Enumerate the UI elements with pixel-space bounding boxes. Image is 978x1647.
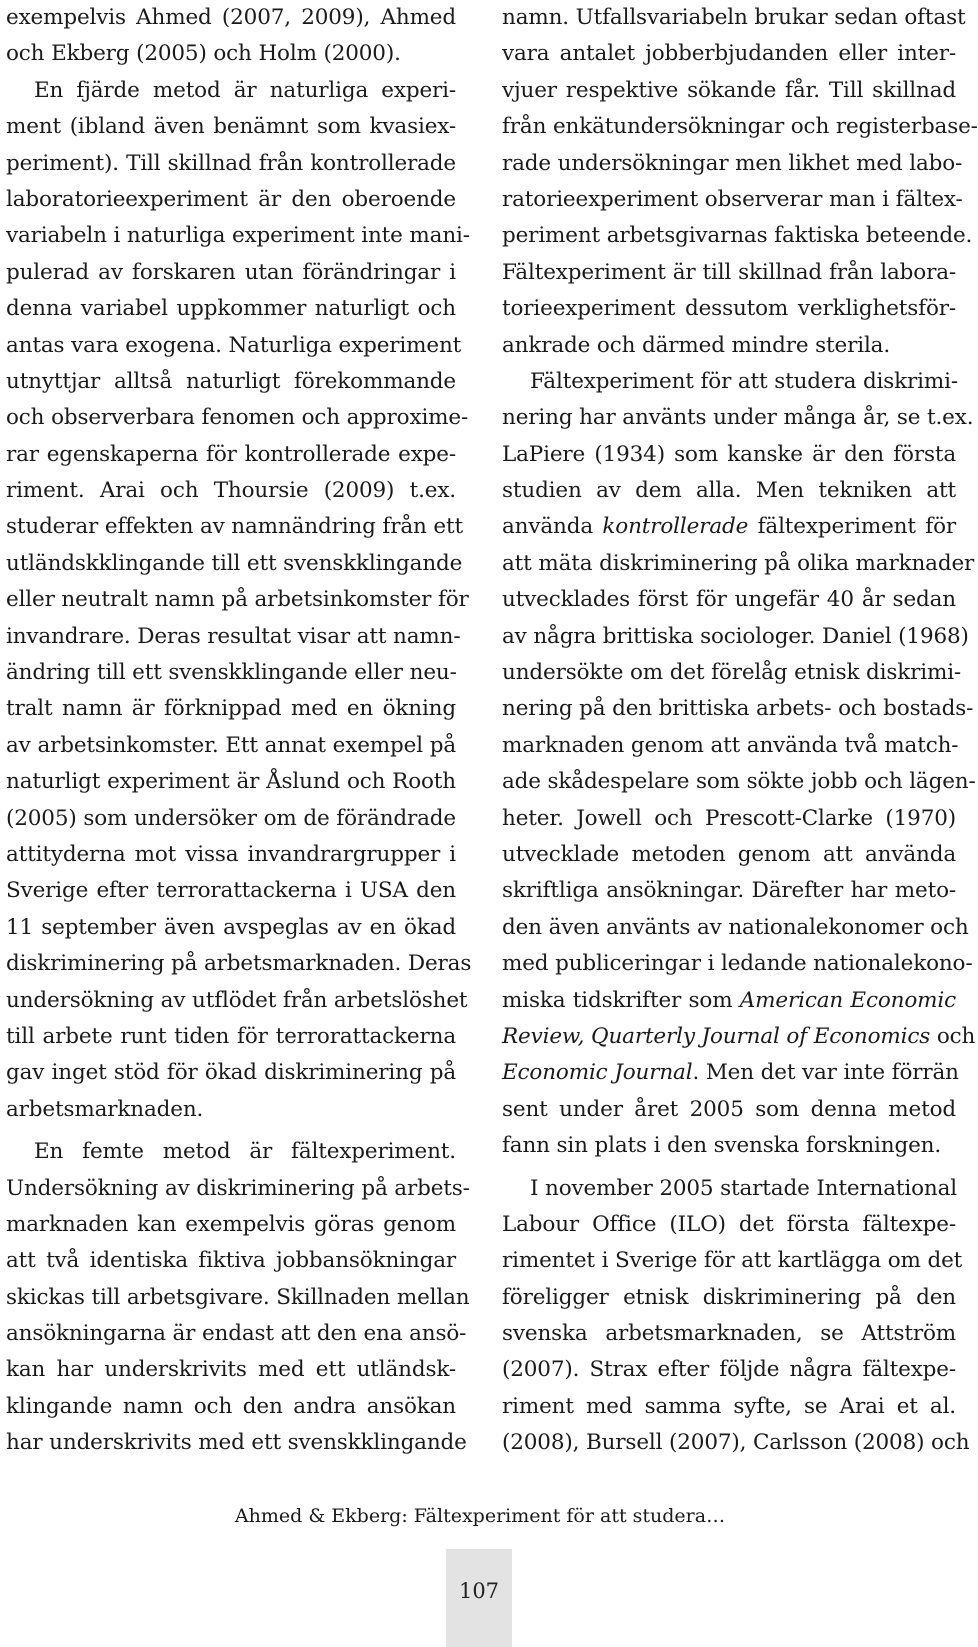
left-column-line: av arbetsinkomster. Ett annat exempel på bbox=[6, 732, 456, 758]
left-column-line: utländskklingande till ett svenskklingande bbox=[6, 550, 463, 576]
right-column-line: LaPiere (1934) som kanske är den första bbox=[502, 441, 956, 467]
right-column-line: heter. Jowell och Prescott-Clarke (1970) bbox=[502, 805, 956, 831]
italic-term: American Economic bbox=[739, 987, 956, 1013]
right-column-line: sent under året 2005 som denna metod bbox=[502, 1096, 956, 1122]
left-column-line: eller neutralt namn på arbetsinkomster för bbox=[6, 587, 469, 613]
running-footer: Ahmed & Ekberg: Fältexperiment för att studera… bbox=[234, 1505, 726, 1527]
right-column-line: torieexperiment dessutom verklighetsför- bbox=[502, 296, 956, 322]
left-column-line: har underskrivits med ett svenskklingande bbox=[6, 1430, 467, 1456]
right-column-line: nering har använts under många år, se t.ex. bbox=[502, 405, 974, 431]
right-column-line: skriftliga ansökningar. Därefter har meto- bbox=[502, 878, 956, 904]
right-column-line: ratorieexperiment observerar man i fältex- bbox=[502, 186, 963, 212]
right-column-line: fann sin plats i den svenska forskningen. bbox=[502, 1133, 942, 1159]
left-text-column bbox=[6, 0, 472, 1462]
left-column-line: till arbete runt tiden för terrorattackerna bbox=[6, 1023, 456, 1049]
right-column-line: marknaden genom att använda två match- bbox=[502, 732, 959, 758]
left-column-line: En fjärde metod är naturliga experi- bbox=[34, 77, 456, 103]
right-column-line: undersökte om det förelåg etnisk diskrimi- bbox=[502, 660, 962, 686]
right-column-line: Fältexperiment för att studera diskrimi- bbox=[530, 368, 958, 394]
left-column-line: diskriminering på arbetsmarknaden. Deras bbox=[6, 951, 472, 977]
italic-term: Economic Journal bbox=[502, 1060, 693, 1086]
right-column-line: namn. Utfallsvariabeln brukar sedan oftast bbox=[502, 5, 966, 30]
right-column-line: den även använts av nationalekonomer och bbox=[502, 914, 969, 940]
right-column-line: Labour Office (ILO) det första fältexpe- bbox=[502, 1211, 956, 1237]
right-column-line: rimentet i Sverige för att kartlägga om det bbox=[502, 1248, 963, 1274]
left-column-line: att två identiska fiktiva jobbansökningar bbox=[6, 1248, 456, 1274]
right-column-line: studien av dem alla. Men tekniken att bbox=[502, 478, 956, 504]
left-column-line: riment. Arai och Thoursie (2009) t.ex. bbox=[6, 478, 456, 504]
left-column-line: ment (ibland även benämnt som kvasiex- bbox=[6, 114, 456, 140]
right-column-line: (2007). Strax efter följde några fältexpe- bbox=[502, 1357, 956, 1383]
left-column-line: arbetsmarknaden. bbox=[6, 1096, 204, 1122]
right-column-line: från enkätundersökningar och registerbase- bbox=[502, 114, 978, 140]
italic-term: kontrollerade bbox=[602, 514, 749, 540]
left-column-line: periment). Till skillnad från kontrollerade bbox=[6, 150, 456, 176]
left-column-line: invandrare. Deras resultat visar att namn- bbox=[6, 623, 461, 649]
right-column-line: Economic Journal. Men det var inte förrän bbox=[502, 1060, 959, 1086]
left-column-line: exempelvis Ahmed (2007, 2009), Ahmed bbox=[6, 5, 456, 30]
right-column-line: (2008), Bursell (2007), Carlsson (2008) och bbox=[502, 1430, 970, 1456]
left-column-line: gav inget stöd för ökad diskriminering på bbox=[6, 1060, 456, 1086]
left-column-line: (2005) som undersöker om de förändrade bbox=[6, 805, 456, 831]
right-column-line: I november 2005 startade International bbox=[530, 1175, 958, 1201]
right-column-line: utvecklade metoden genom att använda bbox=[502, 841, 956, 867]
right-column-line: utvecklades först för ungefär 40 år sedan bbox=[502, 587, 956, 613]
left-column-line: naturligt experiment är Åslund och Rooth bbox=[6, 769, 456, 795]
left-column-line: och observerbara fenomen och approxime- bbox=[6, 405, 469, 431]
left-column-line: utnyttjar alltså naturligt förekommande bbox=[6, 368, 456, 394]
right-column-line: ankrade och därmed mindre sterila. bbox=[502, 332, 891, 358]
left-column-line: pulerad av forskaren utan förändringar i bbox=[6, 259, 456, 285]
right-column-line: föreligger etnisk diskriminering på den bbox=[502, 1284, 956, 1310]
left-column-line: undersökning av utflödet från arbetslöshet bbox=[6, 987, 468, 1013]
right-column-line: vara antalet jobberbjudanden eller inter- bbox=[502, 41, 956, 67]
right-column-line: Fältexperiment är till skillnad från labora- bbox=[502, 259, 956, 285]
left-column-line: En femte metod är fältexperiment. bbox=[34, 1139, 456, 1165]
left-column-line: skickas till arbetsgivare. Skillnaden mellan bbox=[6, 1284, 470, 1310]
right-column-line: rade undersökningar men likhet med labo- bbox=[502, 150, 963, 176]
left-column-line: variabeln i naturliga experiment inte mani- bbox=[6, 223, 470, 249]
right-column-line: av några brittiska sociologer. Daniel (1968) bbox=[502, 623, 969, 649]
left-column-line: attityderna mot vissa invandrargrupper i bbox=[6, 841, 456, 867]
left-column-line: kan har underskrivits med ett utländsk- bbox=[6, 1357, 456, 1383]
right-column-line: ade skådespelare som sökte jobb och lägen- bbox=[502, 769, 976, 795]
right-column-line: Review, Quarterly Journal of Economics och bbox=[502, 1023, 976, 1049]
right-column-line: använda kontrollerade fältexperiment för bbox=[502, 514, 956, 540]
left-column-line: ändring till ett svenskklingande eller neu- bbox=[6, 660, 457, 686]
right-column-line: vjuer respektive sökande får. Till skillnad bbox=[502, 77, 956, 103]
left-column-line: ansökningarna är endast att den ena ansö- bbox=[6, 1321, 467, 1347]
right-column-line: riment med samma syfte, se Arai et al. bbox=[502, 1393, 956, 1419]
right-column-line: svenska arbetsmarknaden, se Attström bbox=[502, 1321, 956, 1347]
right-column-line: nering på den brittiska arbets- och bostads- bbox=[502, 696, 974, 722]
right-text-column bbox=[502, 0, 978, 1462]
page-number: 107 bbox=[458, 1579, 500, 1603]
left-column-line: studerar effekten av namnändring från ett bbox=[6, 514, 463, 540]
left-column-line: 11 september även avspeglas av en ökad bbox=[6, 914, 456, 940]
left-column-line: rar egenskaperna för kontrollerade expe- bbox=[6, 441, 456, 467]
italic-term: Review, Quarterly Journal of Economics bbox=[502, 1023, 931, 1049]
right-column-line: periment arbetsgivarnas faktiska beteende. bbox=[502, 223, 973, 249]
left-column-line: marknaden kan exempelvis göras genom bbox=[6, 1211, 456, 1237]
left-column-line: klingande namn och den andra ansökan bbox=[6, 1393, 456, 1419]
page-number-box bbox=[446, 1549, 512, 1647]
right-column-line: med publiceringar i ledande nationalekono- bbox=[502, 951, 973, 977]
left-column-line: laboratorieexperiment är den oberoende bbox=[6, 186, 456, 212]
right-column-line: att mäta diskriminering på olika marknader bbox=[502, 550, 975, 576]
left-column-line: och Ekberg (2005) och Holm (2000). bbox=[6, 41, 401, 67]
left-column-line: antas vara exogena. Naturliga experiment bbox=[6, 332, 462, 358]
left-column-line: Sverige efter terrorattackerna i USA den bbox=[6, 878, 456, 904]
left-column-line: denna variabel uppkommer naturligt och bbox=[6, 296, 456, 322]
left-column-line: tralt namn är förknippad med en ökning bbox=[6, 696, 456, 722]
right-column-line: miska tidskrifter som American Economic bbox=[502, 987, 956, 1013]
left-column-line: Undersökning av diskriminering på arbets- bbox=[6, 1175, 470, 1201]
